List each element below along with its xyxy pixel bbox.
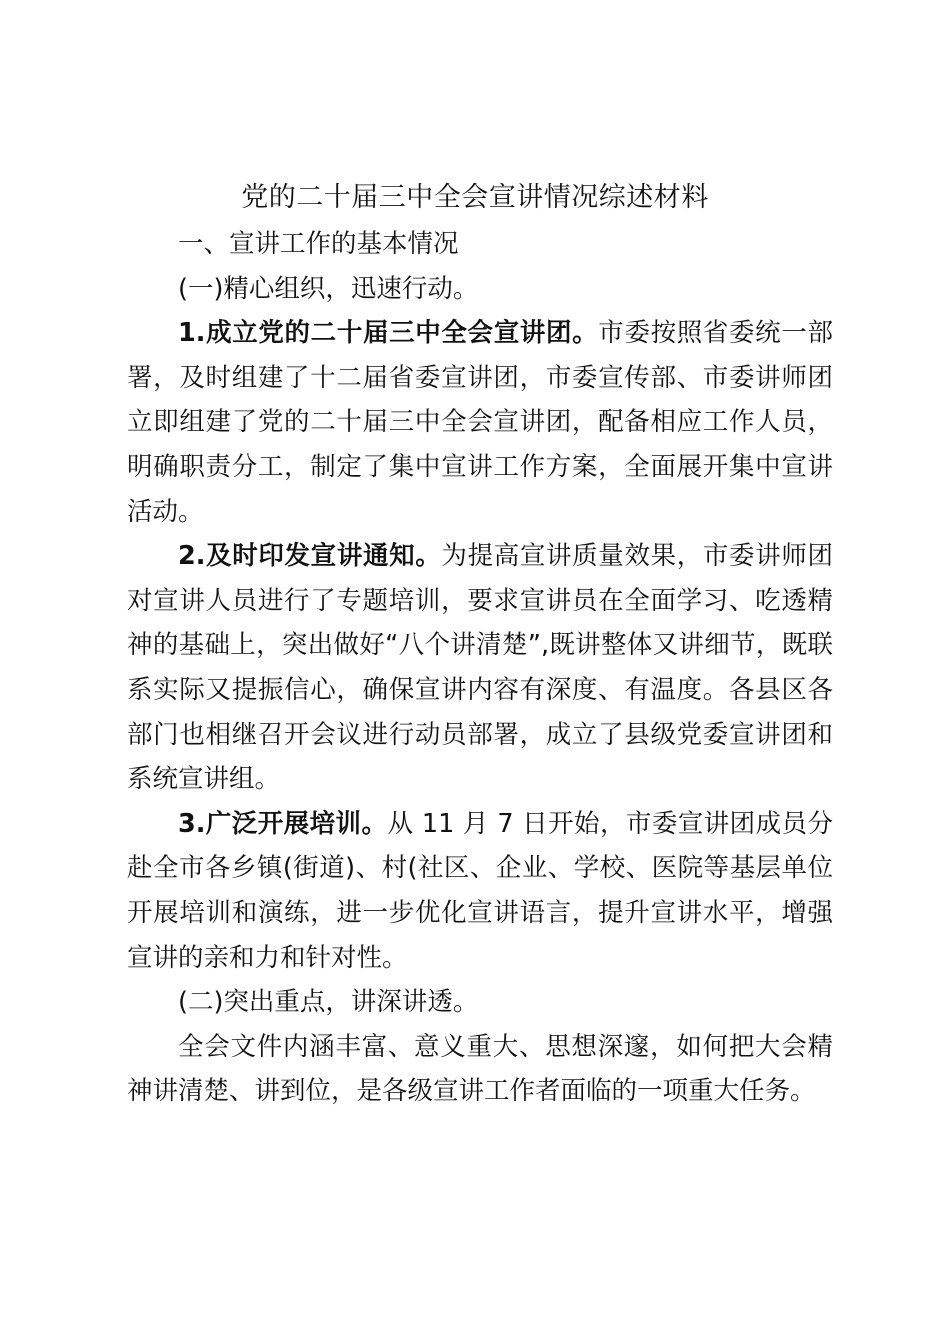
paragraph-text: 为提高宣讲质量效果，市委讲师团对宣讲人员进行了专题培训，要求宣讲员在全面学习、吃透精神的基础上，突出做好“八个讲清楚”,既讲整体又讲细节，既联系实际又提振信心，确保宣讲内容有深度、有温度。各县区各部门也相继召开会议进行动员部署，成立了县级党委宣讲团和系统宣讲组。 (127, 541, 833, 795)
paragraph-text: 从 11 月 7 日开始，市委宣讲团成员分赴全市各乡镇(街道)、村(社区、企业、学校、医院等基层单位开展培训和演练，进一步优化宣讲语言，提升宣讲水平，增强宣讲的亲和力和针对性。 (127, 808, 833, 973)
subsection-heading: (一)精心组织，迅速行动。 (178, 273, 479, 304)
closing-paragraph: 全会文件内涵丰富、意义重大、思想深邃，如何把大会精神讲清楚、讲到位，是各级宣讲工作者面临的一项重大任务。 (127, 1031, 833, 1107)
paragraph-lead: 1.成立党的二十届三中全会宣讲团。 (178, 318, 599, 349)
section-heading: 一、宣讲工作的基本情况 (178, 229, 459, 259)
paragraph-lead: 3.广泛开展培训。 (178, 808, 388, 839)
paragraph-item-2 (127, 534, 833, 802)
paragraph-text: 市委按照省委统一部署，及时组建了十二届省委宣讲团，市委宣传部、市委讲师团立即组建了党的二十届三中全会宣讲团，配备相应工作人员，明确职责分工，制定了集中宣讲工作方案，全面展开集中宣讲活动。 (127, 318, 833, 527)
document-body (127, 222, 833, 1114)
paragraph-lead: 2.及时印发宣讲通知。 (178, 541, 442, 572)
paragraph-item-1 (127, 311, 833, 534)
document-title: 党的二十届三中全会宣讲情况综述材料 (241, 182, 709, 213)
subsection-heading: (二)突出重点，讲深讲透。 (178, 987, 479, 1018)
paragraph-item-3 (127, 802, 833, 980)
